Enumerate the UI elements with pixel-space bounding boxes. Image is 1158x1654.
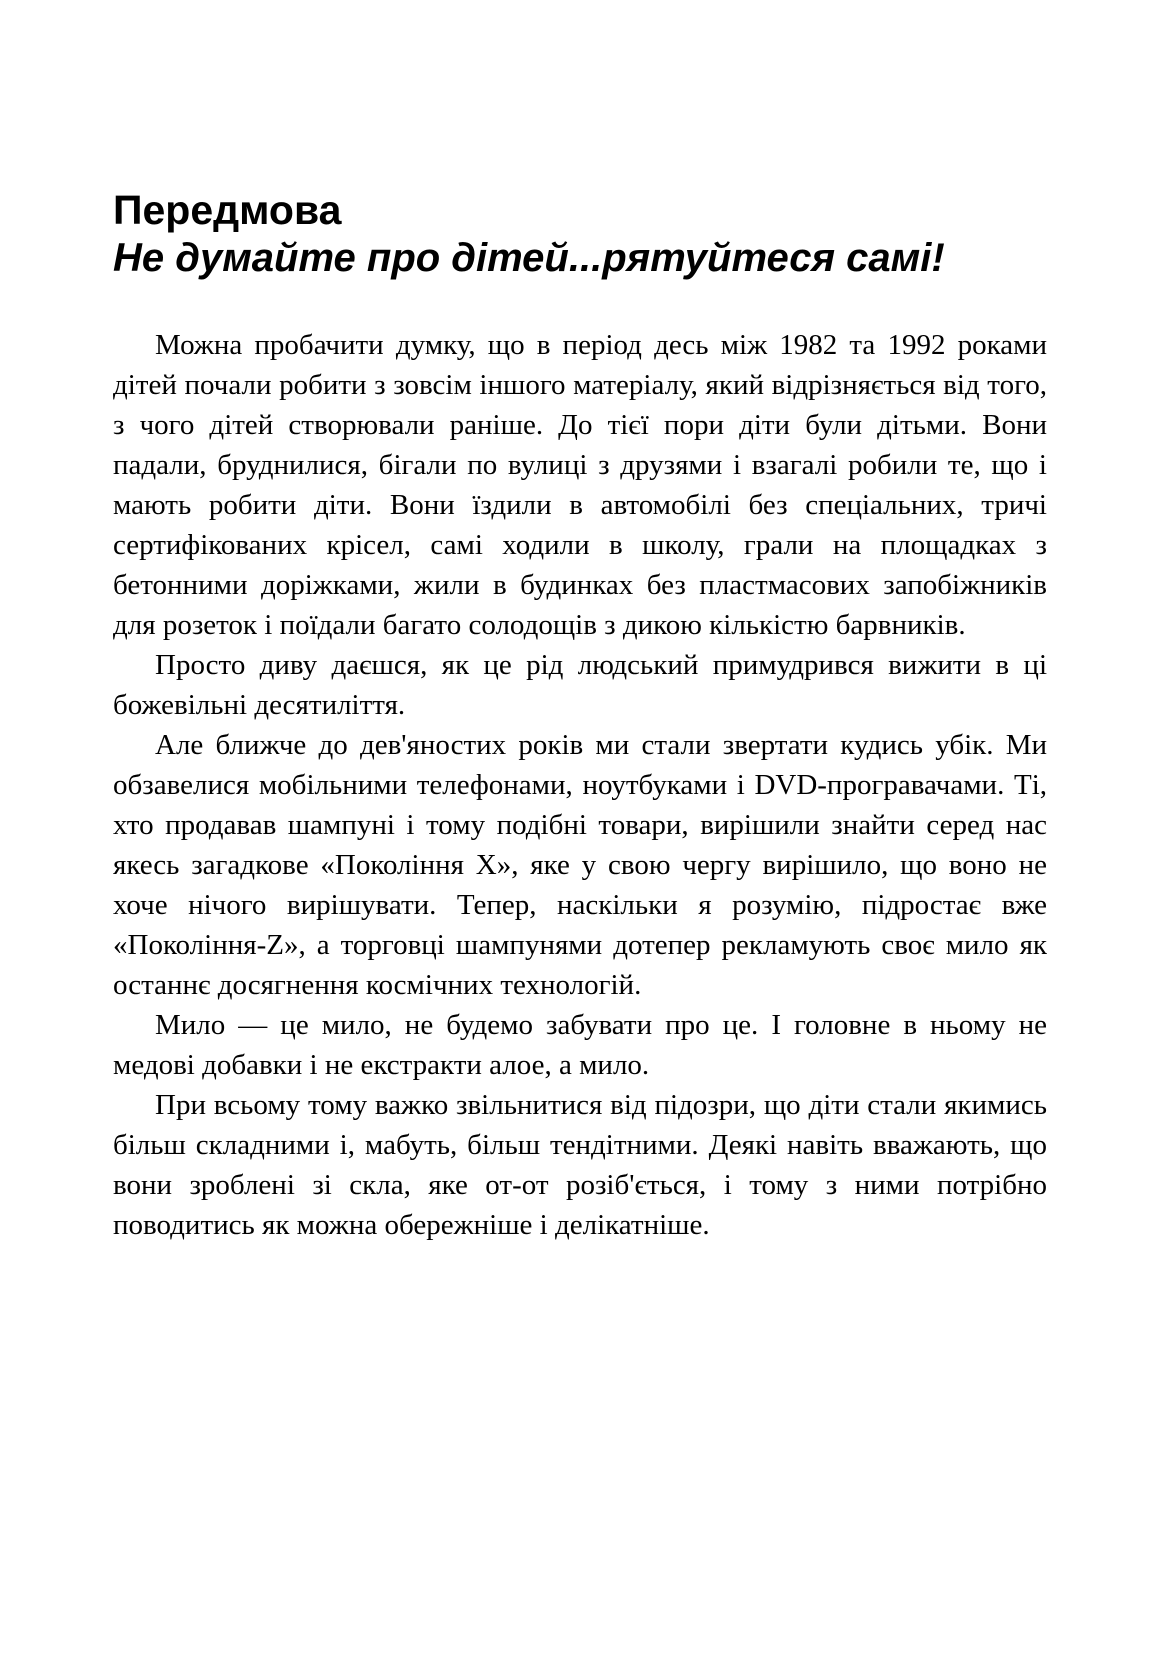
chapter-title: Передмова: [113, 187, 342, 233]
text-block: [113, 186, 1047, 1245]
paragraph: Мило — це мило, не будемо забувати про це. І головне в ньому не медові добавки і не екстракти алое, а мило.: [113, 1009, 1047, 1082]
paragraph: При всьому тому важко звільнитися від підозри, що діти стали якимись більш складними і, мабуть, більш тендітними. Деякі навіть вважають, що вони зроблені зі скла, яке от-от розіб'ється, і тому з ними потрібно поводитись як можна обережніше і делікатніше.: [113, 1089, 1047, 1242]
chapter-subtitle: Не думайте про дітей...рятуйтеся самі!: [113, 236, 945, 281]
paragraph: Можна пробачити думку, що в період десь між 1982 та 1992 роками дітей почали робити з зовсім іншого матеріалу, який відрізняється від того, з чого дітей створювали раніше. До тієї пори діти були дітьми. Вони падали, бруднилися, бігали по вулиці з друзями і взагалі робили те, що і мають робити діти. Вони їздили в автомобілі без спеціальних, тричі сертифікованих крісел, самі ходили в школу, грали на площадках з бетонними доріжками, жили в будинках без пластмасових запобіжників для розеток і поїдали багато солодощів з дикою кількістю барвників.: [113, 329, 1047, 642]
paragraph: Просто диву даєшся, як це рід людський примудрився вижити в ці божевільні десятиліття.: [113, 649, 1047, 722]
paragraph: Але ближче до дев'яностих років ми стали звертати кудись убік. Ми обзавелися мобільними телефонами, ноутбуками і DVD-програвачами. Ті, хто продавав шампуні і тому подібні товари, вирішили знайти серед нас якесь загадкове «Покоління X», яке у свою чергу вирішило, що воно не хоче нічого вирішувати. Тепер, наскільки я розумію, підростає вже «Покоління-Z», а торговці шампунями дотепер рекламують своє мило як останнє досягнення космічних технологій.: [113, 729, 1047, 1002]
body-text: [113, 325, 1047, 1245]
